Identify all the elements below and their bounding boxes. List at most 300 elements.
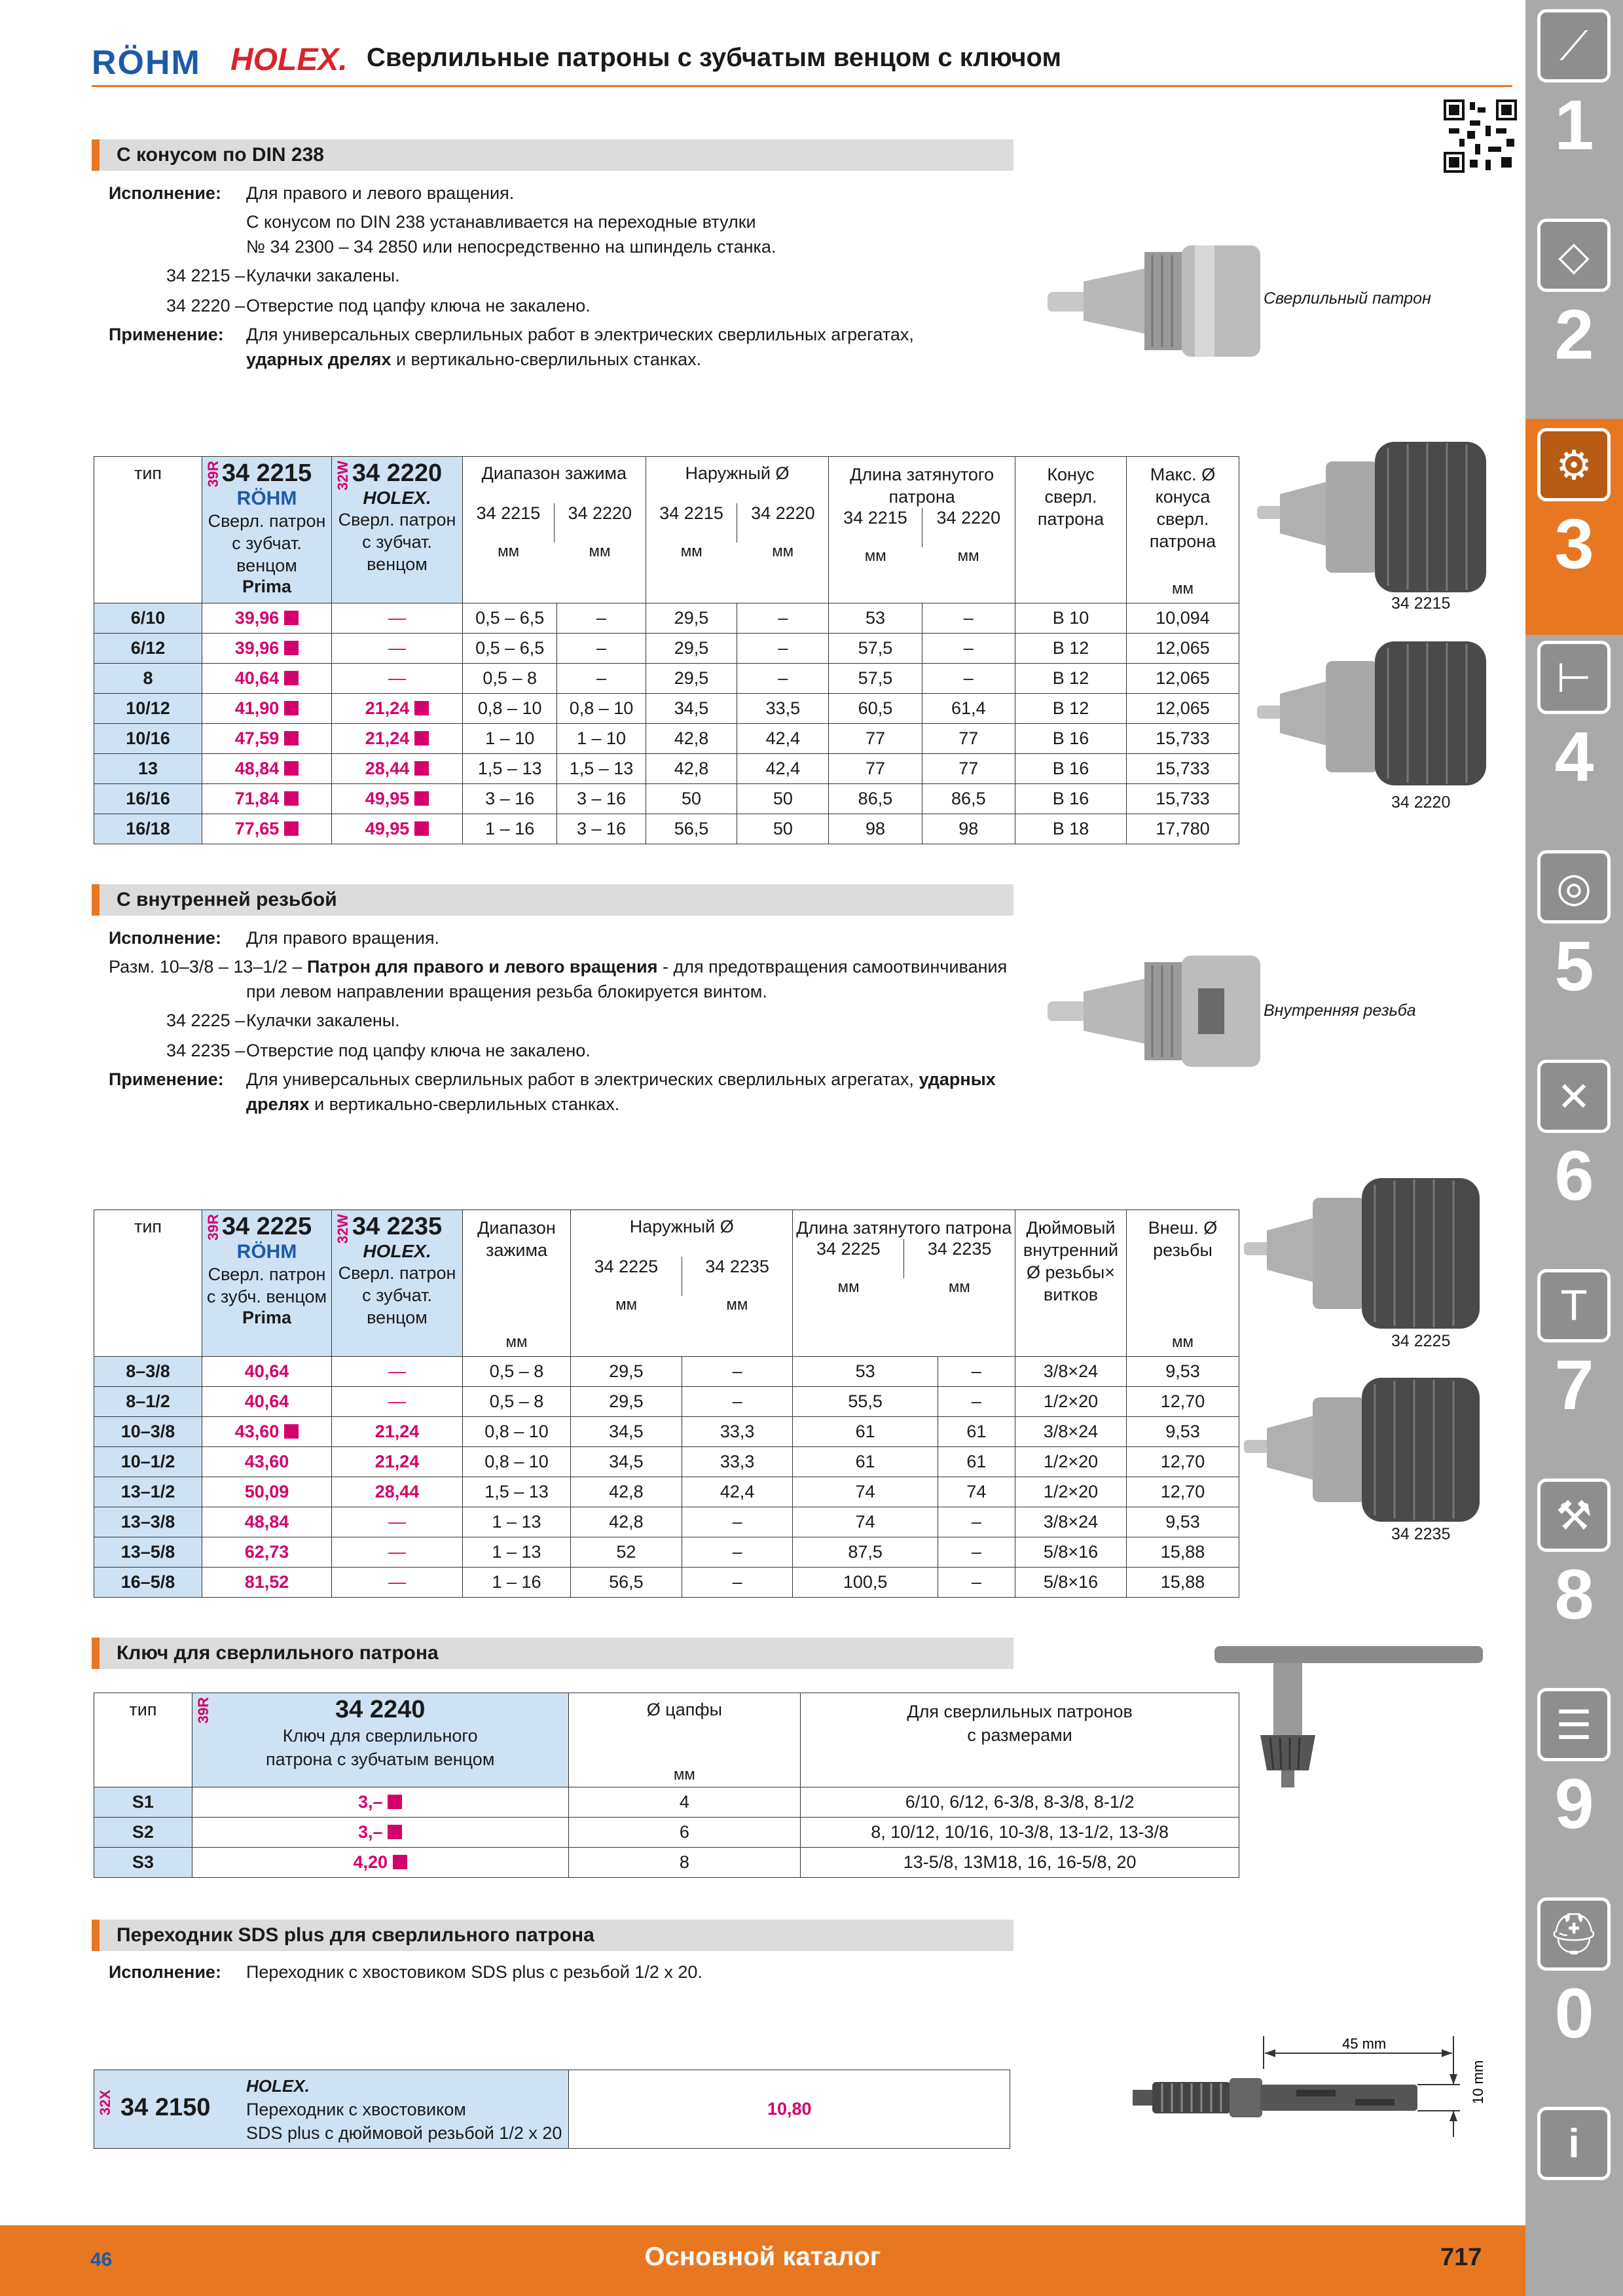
- table-cell: –: [922, 664, 1015, 694]
- table-cell: B 18: [1015, 814, 1127, 844]
- col-header-type: тип: [94, 1693, 192, 1787]
- table-row: [94, 1818, 1239, 1848]
- table-cell: 0,8 – 10: [463, 1417, 571, 1447]
- table-cell: 15,733: [1127, 754, 1239, 784]
- in-stock-marker: [284, 821, 299, 836]
- row-type: 8–1/2: [94, 1387, 202, 1417]
- price-342220: 49,95: [332, 814, 463, 844]
- table-cell: 34,5: [571, 1447, 682, 1477]
- table-cell: 1 – 16: [463, 1568, 571, 1598]
- section-title-internal-thread: С внутренней резьбой: [92, 884, 1013, 916]
- row-type: 13–5/8: [94, 1537, 202, 1568]
- sidebar-tab-5[interactable]: [1525, 841, 1623, 1050]
- table-cell: 0,5 – 8: [463, 1387, 571, 1417]
- table-cell: 61: [938, 1417, 1015, 1447]
- table-cell: 9,53: [1127, 1507, 1239, 1537]
- table-cell: 3/8×24: [1015, 1357, 1127, 1387]
- table-cell: 74: [793, 1507, 938, 1537]
- price-342225: 48,84: [202, 1507, 332, 1537]
- table-cell: 100,5: [793, 1568, 938, 1598]
- rohm-logo: RÖHM: [92, 44, 201, 82]
- table-cell: 12,70: [1127, 1477, 1239, 1507]
- col-header-range: Диапазон зажима мм: [463, 1210, 571, 1357]
- col-header-type: тип: [94, 457, 202, 603]
- table-cell: 86,5: [829, 784, 922, 814]
- price-342225: 62,73: [202, 1537, 332, 1568]
- col-header-range: Диапазон зажима 34 2215 34 2220 мм мм: [463, 457, 646, 603]
- table-cell: B 12: [1015, 664, 1127, 694]
- price-342235: —: [332, 1568, 463, 1598]
- table-cell: –: [682, 1357, 793, 1387]
- col-header-for-chucks: Для сверлильных патронов с размерами: [801, 1693, 1239, 1787]
- in-stock-marker: [393, 1855, 407, 1869]
- table-cell: 77: [829, 754, 922, 784]
- table-cell: –: [682, 1387, 793, 1417]
- table-cell: 42,4: [737, 754, 829, 784]
- table-cell: 1,5 – 13: [557, 754, 646, 784]
- chuck-342225-image: [1244, 1172, 1493, 1335]
- sidebar-tab-number: 8: [1554, 1554, 1594, 1634]
- drill-chuck-thread-image: [1048, 949, 1264, 1073]
- table-cell: 15,733: [1127, 784, 1239, 814]
- table-cell: 87,5: [793, 1537, 938, 1568]
- page-header: [0, 0, 1525, 131]
- sidebar-tab-8[interactable]: [1525, 1469, 1623, 1679]
- table-cell: 55,5: [793, 1387, 938, 1417]
- table-cell: 34,5: [646, 694, 737, 724]
- table-cell: 1 – 13: [463, 1507, 571, 1537]
- table-cell: 15,88: [1127, 1568, 1239, 1598]
- table-cell: 33,5: [737, 694, 829, 724]
- sidebar-tab-0[interactable]: [1525, 1888, 1623, 2098]
- price-342225: 40,64: [202, 1357, 332, 1387]
- image-caption: 34 2220: [1391, 793, 1451, 812]
- table-cell: 9,53: [1127, 1417, 1239, 1447]
- page-title: Сверлильные патроны с зубчатым венцом с ключом: [367, 43, 1062, 72]
- table-cell: –: [737, 634, 829, 664]
- table-cell: 1 – 16: [463, 814, 557, 844]
- dimension-10mm: 10 mm: [1470, 2060, 1486, 2104]
- dimension-45mm: 45 mm: [1342, 2036, 1387, 2052]
- table-cell: 1 – 13: [463, 1537, 571, 1568]
- col-header-342215: 39R 34 2215 RÖHM Сверл. патрон с зубчат. венцом Prima: [202, 457, 332, 603]
- sidebar-tab-number: 3: [1554, 504, 1594, 583]
- price-342225: 43,60: [202, 1447, 332, 1477]
- table-cell: 42,8: [646, 754, 737, 784]
- sidebar-tab-number: 6: [1554, 1136, 1594, 1215]
- section2-description: Исполнение: Для правого вращения. Разм. 10–3/8 – 13–1/2 – Патрон для правого и левого вращения - для предотвращения самоотвинчивания при левом направлении вращения резьба блокируется винтом. 34 2225 – Кулачки закалены. 34 2235 – Отверстие под цапфу ключа не закалено. Применение: Для универсальных сверлильных работ в электрических сверлильных агрегатах, ударных дрелях и вертикально-сверлильных станках.: [109, 928, 1008, 1114]
- table-cell: 33,3: [682, 1417, 793, 1447]
- table-cell: 61,4: [922, 694, 1015, 724]
- table-cell: 53: [793, 1357, 938, 1387]
- table-row: [94, 634, 1239, 664]
- table-cell: 98: [922, 814, 1015, 844]
- price-342220: 21,24: [332, 724, 463, 754]
- row-type: 16/16: [94, 784, 202, 814]
- price-342235: —: [332, 1537, 463, 1568]
- col-header-pin-dia: Ø цапфы мм: [568, 1693, 801, 1787]
- catalog-title: Основной каталог: [644, 2242, 881, 2271]
- table-cell: –: [737, 603, 829, 634]
- sidebar-tab-number: 0: [1554, 1973, 1594, 2053]
- in-stock-marker: [284, 1424, 299, 1439]
- table-cell: 29,5: [571, 1357, 682, 1387]
- table-cell: B 10: [1015, 603, 1127, 634]
- saw-disc-icon: ◎: [1537, 850, 1611, 924]
- table-cell: 17,780: [1127, 814, 1239, 844]
- row-type: 16/18: [94, 814, 202, 844]
- section1-description: Исполнение: Для правого и левого вращения. С конусом по DIN 238 устанавливается на переходные втулки № 34 2300 – 34 2850 или непосредственно на шпиндель станка. 34 2215 – Кулачки закалены. 34 2220 – Отверстие под цапфу ключа не закалено. Применение: Для универсальных сверлильных работ в электрических сверлильных агрегатах, ударных дрелях и вертикально-сверлильных станках.: [109, 183, 914, 369]
- table-cell: 6: [568, 1818, 801, 1848]
- in-stock-marker: [414, 731, 429, 745]
- table-cell: 1 – 10: [463, 724, 557, 754]
- insert-icon: ◇: [1537, 219, 1611, 292]
- price-342220: 28,44: [332, 754, 463, 784]
- table-cell: –: [938, 1387, 1015, 1417]
- row-type: S1: [94, 1787, 192, 1818]
- table-cell: 0,8 – 10: [463, 1447, 571, 1477]
- table-cell: 0,8 – 10: [463, 694, 557, 724]
- image-caption: Внутренняя резьба: [1264, 1001, 1416, 1020]
- table-cell: 42,8: [646, 724, 737, 754]
- price-342215: 48,84: [202, 754, 332, 784]
- table-row: [94, 603, 1239, 634]
- table-cell: –: [938, 1537, 1015, 1568]
- price-342215: 39,96: [202, 603, 332, 634]
- sidebar-tab-number: 1: [1554, 85, 1594, 164]
- holex-logo: HOLEX.: [230, 43, 348, 77]
- sidebar-tab-number: 4: [1554, 717, 1594, 796]
- chuck-icon: ⚙: [1537, 428, 1611, 501]
- table-cell: 60,5: [829, 694, 922, 724]
- row-type: S2: [94, 1818, 192, 1848]
- col-header-outer-dia: Наружный Ø 34 2225 34 2235 мм мм: [571, 1210, 793, 1357]
- table-row: [94, 1447, 1239, 1477]
- row-type: 8–3/8: [94, 1357, 202, 1387]
- row-type: 10/12: [94, 694, 202, 724]
- wrench-screwdriver-icon: ✕: [1537, 1060, 1611, 1133]
- price-342215: 39,96: [202, 634, 332, 664]
- in-stock-marker: [284, 671, 299, 685]
- table-cell: 50: [737, 784, 829, 814]
- table-cell: 3/8×24: [1015, 1507, 1127, 1537]
- table-row: [94, 1787, 1239, 1818]
- section-title-sds-adapter: Переходник SDS plus для сверлильного патрона: [92, 1920, 1013, 1951]
- section4-description: Исполнение: Переходник с хвостовиком SDS plus с резьбой 1/2 x 20.: [109, 1962, 702, 1982]
- sidebar-tab-6[interactable]: [1525, 1050, 1623, 1260]
- table-cell: 13-5/8, 13M18, 16, 16-5/8, 20: [801, 1848, 1239, 1878]
- price-342235: —: [332, 1387, 463, 1417]
- section-title-din238: С конусом по DIN 238: [92, 139, 1013, 171]
- image-caption: 34 2235: [1391, 1525, 1451, 1543]
- table-cell: –: [682, 1507, 793, 1537]
- table-cell: 0,5 – 6,5: [463, 603, 557, 634]
- table-cell: 61: [793, 1417, 938, 1447]
- table-row: [94, 1357, 1239, 1387]
- sidebar-tab-number: 2: [1554, 295, 1594, 374]
- table-row: [94, 1417, 1239, 1447]
- table-cell: 1 – 10: [557, 724, 646, 754]
- info-icon: i: [1537, 2107, 1611, 2180]
- table-cell: 5/8×16: [1015, 1568, 1127, 1598]
- in-stock-marker: [414, 821, 429, 836]
- table-cell: 42,4: [682, 1477, 793, 1507]
- image-caption: 34 2215: [1391, 594, 1451, 613]
- hammer-pliers-icon: T: [1537, 1269, 1611, 1342]
- table-row: [94, 1537, 1239, 1568]
- table-cell: 4: [568, 1787, 801, 1818]
- table-cell: 77: [922, 754, 1015, 784]
- col-header-342235: 32W 34 2235 HOLEX. Сверл. патрон с зубчат. венцом: [332, 1210, 463, 1357]
- price-342235: —: [332, 1357, 463, 1387]
- in-stock-marker: [414, 701, 429, 715]
- in-stock-marker: [388, 1795, 402, 1809]
- price-342240: 3,–: [192, 1787, 568, 1818]
- col-header-cone: Конус сверл. патрона: [1015, 457, 1127, 603]
- table-cell: 8, 10/12, 10/16, 10-3/8, 13-1/2, 13-3/8: [801, 1818, 1239, 1848]
- chuck-342215-image: [1257, 435, 1493, 599]
- table-cell: 0,5 – 8: [463, 664, 557, 694]
- table-cell: B 12: [1015, 694, 1127, 724]
- price-342225: 43,60: [202, 1417, 332, 1447]
- col-header-length: Длина затянутого патрона 34 2225 34 2235 мм мм: [793, 1210, 1015, 1357]
- table-row: [94, 1477, 1239, 1507]
- price-342235: 21,24: [332, 1417, 463, 1447]
- price-342225: 50,09: [202, 1477, 332, 1507]
- row-type: 13–1/2: [94, 1477, 202, 1507]
- table-cell: 12,065: [1127, 634, 1239, 664]
- table-cell: 3 – 16: [463, 784, 557, 814]
- table-cell: 12,70: [1127, 1447, 1239, 1477]
- price-342235: —: [332, 1507, 463, 1537]
- sds-adapter-image: [1126, 2032, 1486, 2157]
- col-header-342225: 39R 34 2225 RÖHM Сверл. патрон с зубч. венцом Prima: [202, 1210, 332, 1357]
- sidebar-tab-4[interactable]: [1525, 632, 1623, 841]
- table-cell: 12,70: [1127, 1387, 1239, 1417]
- col-header-max-dia: Макс. Ø конуса сверл. патрона мм: [1127, 457, 1239, 603]
- row-type: 13: [94, 754, 202, 784]
- table-cell: –: [938, 1507, 1015, 1537]
- cabinet-icon: ☰: [1537, 1688, 1611, 1761]
- price-342225: 40,64: [202, 1387, 332, 1417]
- header-divider: [92, 85, 1512, 87]
- table-cell: 3 – 16: [557, 814, 646, 844]
- table-cell: –: [938, 1357, 1015, 1387]
- price-342215: 41,90: [202, 694, 332, 724]
- sidebar-tab-3[interactable]: [1525, 419, 1623, 635]
- col-header-length: Длина затянутого патрона 34 2215 34 2220 мм мм: [829, 457, 1015, 603]
- col-header-outer-dia: Наружный Ø 34 2215 34 2220 мм мм: [646, 457, 829, 603]
- row-type: 13–3/8: [94, 1507, 202, 1537]
- price-342215: 77,65: [202, 814, 332, 844]
- price-342215: 47,59: [202, 724, 332, 754]
- col-header-342220: 32W 34 2220 HOLEX. Сверл. патрон с зубчат. венцом: [332, 457, 463, 603]
- table-cell: 15,733: [1127, 724, 1239, 754]
- qr-code-icon[interactable]: [1444, 99, 1517, 173]
- table-cell: 74: [793, 1477, 938, 1507]
- table-cell: 9,53: [1127, 1357, 1239, 1387]
- table-cell: 42,4: [737, 724, 829, 754]
- page-number-right: 717: [1440, 2244, 1482, 2271]
- table-cell: 0,5 – 6,5: [463, 634, 557, 664]
- table-cell: B 16: [1015, 724, 1127, 754]
- row-type: 16–5/8: [94, 1568, 202, 1598]
- table-cell: 6/10, 6/12, 6-3/8, 8-3/8, 8-1/2: [801, 1787, 1239, 1818]
- col-header-type: тип: [94, 1210, 202, 1357]
- in-stock-marker: [284, 641, 299, 655]
- caliper-icon: ⊢: [1537, 641, 1611, 714]
- price-342220: —: [332, 634, 463, 664]
- table-cell: –: [682, 1568, 793, 1598]
- table-cell: 29,5: [646, 634, 737, 664]
- table-cell: 1/2×20: [1015, 1447, 1127, 1477]
- table-cell: 8: [568, 1848, 801, 1878]
- table-cell: 56,5: [646, 814, 737, 844]
- row-type: 10–1/2: [94, 1447, 202, 1477]
- sidebar-tab-info[interactable]: [1525, 2098, 1623, 2225]
- table-cell: –: [557, 603, 646, 634]
- price-342225: 81,52: [202, 1568, 332, 1598]
- adapter-342150-cell: 32X 34 2150 HOLEX. Переходник с хвостовиком SDS plus с дюймовой резьбой 1/2 x 20: [94, 2070, 569, 2149]
- table-cell: 50: [737, 814, 829, 844]
- table-cell: 29,5: [646, 603, 737, 634]
- table-cell: 1,5 – 13: [463, 1477, 571, 1507]
- price-342220: 21,24: [332, 694, 463, 724]
- price-342220: 49,95: [332, 784, 463, 814]
- drill-bit-icon: ⟋: [1537, 9, 1611, 82]
- table-cell: 33,3: [682, 1447, 793, 1477]
- section-title-chuck-key: Ключ для сверлильного патрона: [92, 1638, 1013, 1669]
- table-cell: 56,5: [571, 1568, 682, 1598]
- adapter-342150-price: 10,80: [569, 2070, 1010, 2149]
- chuck-table-din238: [94, 456, 1239, 844]
- in-stock-marker: [284, 701, 299, 715]
- row-type: 6/12: [94, 634, 202, 664]
- table-cell: 3/8×24: [1015, 1417, 1127, 1447]
- table-cell: –: [922, 603, 1015, 634]
- table-row: [94, 754, 1239, 784]
- table-cell: 34,5: [571, 1417, 682, 1447]
- table-cell: 98: [829, 814, 922, 844]
- table-row: [94, 1507, 1239, 1537]
- table-row: [94, 814, 1239, 844]
- table-row: [94, 1848, 1239, 1878]
- in-stock-marker: [388, 1825, 402, 1839]
- table-cell: –: [557, 634, 646, 664]
- table-cell: 52: [571, 1537, 682, 1568]
- price-342215: 40,64: [202, 664, 332, 694]
- table-cell: 15,88: [1127, 1537, 1239, 1568]
- table-cell: 86,5: [922, 784, 1015, 814]
- table-cell: 1/2×20: [1015, 1387, 1127, 1417]
- row-type: 6/10: [94, 603, 202, 634]
- table-cell: B 12: [1015, 634, 1127, 664]
- table-cell: 53: [829, 603, 922, 634]
- page-number-left: 46: [90, 2249, 113, 2270]
- table-cell: –: [922, 634, 1015, 664]
- table-cell: –: [682, 1537, 793, 1568]
- chuck-table-internal-thread: [94, 1210, 1239, 1598]
- price-342240: 3,–: [192, 1818, 568, 1848]
- table-cell: 61: [793, 1447, 938, 1477]
- row-type: 8: [94, 664, 202, 694]
- col-header-thread: Дюймовый внутренний Ø резьбы× витков: [1015, 1210, 1127, 1357]
- in-stock-marker: [414, 761, 429, 776]
- tools-icon: ⚒: [1537, 1479, 1611, 1552]
- table-cell: –: [557, 664, 646, 694]
- table-cell: 29,5: [571, 1387, 682, 1417]
- price-342235: 28,44: [332, 1477, 463, 1507]
- table-cell: 74: [938, 1477, 1015, 1507]
- table-cell: 12,065: [1127, 664, 1239, 694]
- price-342240: 4,20: [192, 1848, 568, 1878]
- table-row: [94, 1568, 1239, 1598]
- sidebar-tab-9[interactable]: [1525, 1679, 1623, 1888]
- table-cell: 42,8: [571, 1477, 682, 1507]
- price-342215: 71,84: [202, 784, 332, 814]
- safety-icon: ⛑: [1537, 1897, 1611, 1971]
- in-stock-marker: [284, 791, 299, 806]
- in-stock-marker: [414, 791, 429, 806]
- drill-chuck-image: [1048, 236, 1264, 367]
- table-cell: 50: [646, 784, 737, 814]
- sidebar-tab-number: 5: [1554, 926, 1594, 1005]
- chuck-342235-image: [1244, 1374, 1493, 1525]
- chuck-key-table: [94, 1693, 1239, 1878]
- chuck-key-image: [1214, 1640, 1489, 1790]
- table-cell: 0,8 – 10: [557, 694, 646, 724]
- table-cell: 77: [829, 724, 922, 754]
- sidebar-tab-2[interactable]: [1525, 209, 1623, 419]
- sds-adapter-table: [94, 2070, 1010, 2149]
- row-type: 10–3/8: [94, 1417, 202, 1447]
- price-342220: —: [332, 664, 463, 694]
- table-cell: 42,8: [571, 1507, 682, 1537]
- table-row: [94, 694, 1239, 724]
- table-cell: 3 – 16: [557, 784, 646, 814]
- table-cell: B 16: [1015, 754, 1127, 784]
- table-cell: 0,5 – 8: [463, 1357, 571, 1387]
- table-cell: 5/8×16: [1015, 1537, 1127, 1568]
- table-cell: –: [737, 664, 829, 694]
- in-stock-marker: [284, 761, 299, 776]
- table-cell: 57,5: [829, 664, 922, 694]
- col-header-342240: 39R 34 2240 Ключ для сверлильного патрона с зубчатым венцом: [192, 1693, 568, 1787]
- table-row: [94, 1387, 1239, 1417]
- table-cell: 1/2×20: [1015, 1477, 1127, 1507]
- in-stock-marker: [284, 731, 299, 745]
- table-cell: B 16: [1015, 784, 1127, 814]
- sidebar-tab-number: 9: [1554, 1764, 1594, 1843]
- table-row: [94, 664, 1239, 694]
- table-cell: 1,5 – 13: [463, 754, 557, 784]
- price-342235: 21,24: [332, 1447, 463, 1477]
- table-cell: 77: [922, 724, 1015, 754]
- image-caption: 34 2225: [1391, 1332, 1451, 1350]
- row-type: S3: [94, 1848, 192, 1878]
- table-row: [94, 784, 1239, 814]
- sidebar-tab-7[interactable]: [1525, 1260, 1623, 1469]
- sidebar-tab-number: 7: [1554, 1345, 1594, 1424]
- table-cell: 29,5: [646, 664, 737, 694]
- sidebar-tab-1[interactable]: [1525, 0, 1623, 209]
- table-cell: 57,5: [829, 634, 922, 664]
- catalog-sidebar: [1525, 0, 1623, 2296]
- table-cell: 12,065: [1127, 694, 1239, 724]
- table-cell: 61: [938, 1447, 1015, 1477]
- row-type: 10/16: [94, 724, 202, 754]
- price-342220: —: [332, 603, 463, 634]
